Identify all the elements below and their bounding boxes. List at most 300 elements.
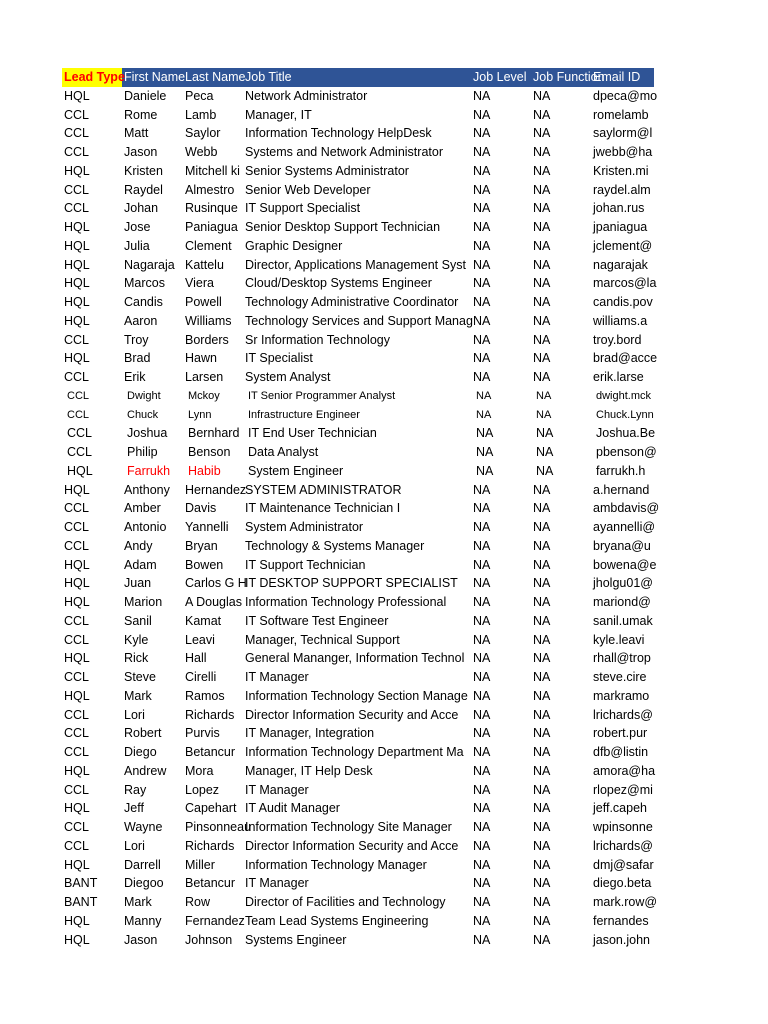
cell-lead-type[interactable]: HQL	[64, 557, 90, 572]
cell-lead-type[interactable]: CCL	[64, 126, 90, 141]
cell-job-function[interactable]: NA	[533, 332, 551, 347]
cell-job-title[interactable]: IT Specialist	[245, 351, 313, 366]
cell-lead-type[interactable]: CCL	[64, 838, 90, 853]
cell-job-level[interactable]: NA	[473, 557, 491, 572]
cell-job-function[interactable]: NA	[533, 557, 551, 572]
cell-last-name[interactable]: Paniagua	[185, 220, 238, 234]
cell-email-id[interactable]: pbenson@	[596, 445, 657, 459]
cell-first-name[interactable]: Darrell	[124, 857, 161, 872]
cell-first-name[interactable]: Rome	[124, 107, 158, 122]
cell-job-function[interactable]: NA	[533, 238, 551, 253]
cell-job-title[interactable]: Director Information Security and Acce	[245, 838, 459, 853]
cell-lead-type[interactable]: CCL	[67, 445, 93, 459]
cell-lead-type[interactable]: CCL	[64, 670, 90, 684]
cell-first-name[interactable]: Jose	[124, 220, 151, 234]
cell-email-id[interactable]: dfb@listin	[593, 745, 649, 759]
cell-job-title[interactable]: Graphic Designer	[245, 238, 343, 253]
cell-job-title[interactable]: Cloud/Desktop Systems Engineer	[245, 276, 432, 291]
cell-first-name[interactable]: Johan	[124, 201, 159, 216]
cell-lead-type[interactable]: CCL	[64, 632, 90, 647]
cell-job-level[interactable]: NA	[473, 201, 491, 216]
cell-last-name[interactable]: Williams	[185, 313, 232, 328]
cell-job-function[interactable]: NA	[533, 520, 551, 534]
cell-lead-type[interactable]: CCL	[64, 820, 90, 834]
cell-lead-type[interactable]: HQL	[64, 857, 90, 872]
cell-lead-type[interactable]: HQL	[64, 88, 90, 103]
cell-first-name[interactable]: Troy	[124, 332, 149, 347]
cell-last-name[interactable]: Ramos	[185, 688, 225, 703]
cell-last-name[interactable]: Mitchell ki	[185, 163, 240, 178]
cell-job-level[interactable]: NA	[476, 445, 494, 459]
cell-email-id[interactable]: markramo	[593, 688, 650, 703]
cell-first-name[interactable]: Jeff	[124, 801, 144, 816]
cell-job-level[interactable]: NA	[473, 220, 491, 234]
cell-last-name[interactable]: Davis	[185, 501, 217, 516]
cell-job-function[interactable]: NA	[533, 876, 551, 891]
cell-email-id[interactable]: lrichards@	[593, 838, 653, 853]
cell-lead-type[interactable]: CCL	[64, 538, 90, 553]
cell-email-id[interactable]: saylorm@l	[593, 126, 653, 141]
cell-email-id[interactable]: diego.beta	[593, 876, 652, 891]
cell-job-level[interactable]: NA	[473, 351, 491, 366]
cell-email-id[interactable]: williams.a	[593, 313, 648, 328]
cell-email-id[interactable]: robert.pur	[593, 726, 648, 741]
cell-first-name[interactable]: Sanil	[124, 613, 152, 628]
cell-job-level[interactable]: NA	[473, 632, 491, 647]
cell-job-title[interactable]: IT Audit Manager	[245, 801, 340, 816]
cell-job-title[interactable]: IT Support Specialist	[245, 201, 361, 216]
cell-last-name[interactable]: Betancur	[185, 876, 236, 891]
cell-lead-type[interactable]: CCL	[64, 501, 90, 516]
cell-job-function[interactable]: NA	[536, 426, 554, 441]
cell-job-title[interactable]: Systems and Network Administrator	[245, 145, 443, 159]
cell-lead-type[interactable]: HQL	[64, 932, 90, 947]
cell-lead-type[interactable]: CCL	[64, 520, 90, 534]
cell-last-name[interactable]: Almestro	[185, 182, 235, 197]
cell-first-name[interactable]: Kristen	[124, 163, 163, 178]
cell-job-level[interactable]: NA	[473, 651, 491, 666]
cell-first-name[interactable]: Mark	[124, 688, 152, 703]
cell-last-name[interactable]: Viera	[185, 276, 214, 291]
cell-first-name[interactable]: Jason	[124, 932, 158, 947]
header-lead-type[interactable]: Lead Type	[62, 68, 122, 87]
cell-first-name[interactable]: Diegoo	[124, 876, 164, 891]
cell-lead-type[interactable]: HQL	[64, 576, 90, 591]
cell-job-level[interactable]: NA	[473, 538, 491, 553]
cell-last-name[interactable]: Miller	[185, 857, 215, 872]
cell-job-title[interactable]: Director, Applications Management Syst	[245, 257, 466, 272]
cell-job-level[interactable]: NA	[473, 745, 491, 759]
cell-job-function[interactable]: NA	[533, 913, 551, 928]
cell-job-function[interactable]: NA	[533, 88, 551, 103]
cell-job-title[interactable]: Senior Desktop Support Technician	[245, 220, 441, 234]
cell-job-title[interactable]: Technology Services and Support Manag	[245, 313, 473, 328]
cell-last-name[interactable]: Powell	[185, 295, 222, 309]
cell-lead-type[interactable]: HQL	[64, 163, 90, 178]
cell-email-id[interactable]: jwebb@ha	[593, 145, 653, 159]
cell-lead-type[interactable]: HQL	[64, 257, 90, 272]
cell-lead-type[interactable]: CCL	[64, 145, 90, 159]
cell-job-title[interactable]: Information Technology Manager	[245, 857, 427, 872]
cell-lead-type[interactable]: HQL	[64, 220, 90, 234]
cell-job-level[interactable]: NA	[476, 389, 492, 402]
cell-lead-type[interactable]: CCL	[67, 426, 93, 441]
cell-first-name[interactable]: Robert	[124, 726, 162, 741]
cell-job-level[interactable]: NA	[473, 838, 491, 853]
cell-job-title[interactable]: IT Manager	[245, 670, 309, 684]
cell-job-function[interactable]: NA	[533, 257, 551, 272]
cell-job-level[interactable]: NA	[473, 163, 491, 178]
cell-job-level[interactable]: NA	[476, 463, 494, 478]
cell-job-level[interactable]: NA	[473, 107, 491, 122]
cell-lead-type[interactable]: CCL	[64, 201, 90, 216]
cell-job-title[interactable]: IT DESKTOP SUPPORT SPECIALIST	[245, 576, 458, 591]
cell-last-name[interactable]: Yannelli	[185, 520, 229, 534]
header-last-name[interactable]: Last Name	[185, 70, 246, 84]
cell-job-function[interactable]: NA	[533, 763, 551, 778]
cell-job-function[interactable]: NA	[533, 726, 551, 741]
cell-job-function[interactable]: NA	[536, 408, 552, 421]
cell-first-name[interactable]: Ray	[124, 782, 147, 797]
cell-lead-type[interactable]: HQL	[64, 763, 90, 778]
cell-email-id[interactable]: candis.pov	[593, 295, 653, 309]
cell-first-name[interactable]: Aaron	[124, 313, 158, 328]
cell-last-name[interactable]: Richards	[185, 838, 235, 853]
cell-job-level[interactable]: NA	[476, 426, 494, 441]
cell-job-function[interactable]: NA	[533, 820, 551, 834]
cell-lead-type[interactable]: HQL	[64, 313, 90, 328]
cell-last-name[interactable]: Betancur	[185, 745, 236, 759]
header-email-id[interactable]: Email ID	[593, 70, 641, 84]
cell-job-level[interactable]: NA	[473, 876, 491, 891]
cell-email-id[interactable]: a.hernand	[593, 482, 650, 497]
cell-job-function[interactable]: NA	[533, 688, 551, 703]
cell-email-id[interactable]: farrukh.h	[596, 463, 646, 478]
cell-lead-type[interactable]: HQL	[64, 651, 90, 666]
cell-first-name[interactable]: Dwight	[127, 389, 161, 402]
cell-job-level[interactable]: NA	[473, 520, 491, 534]
cell-last-name[interactable]: Carlos G H	[185, 576, 247, 591]
cell-email-id[interactable]: dmj@safar	[593, 857, 654, 872]
cell-job-title[interactable]: Information Technology Site Manager	[245, 820, 452, 834]
cell-job-level[interactable]: NA	[473, 370, 491, 384]
cell-lead-type[interactable]: CCL	[67, 389, 90, 402]
cell-last-name[interactable]: Johnson	[185, 932, 233, 947]
cell-lead-type[interactable]: HQL	[67, 463, 93, 478]
cell-job-function[interactable]: NA	[536, 389, 552, 402]
cell-job-level[interactable]: NA	[473, 238, 491, 253]
cell-job-level[interactable]: NA	[473, 313, 491, 328]
cell-last-name[interactable]: Fernandez	[185, 913, 245, 928]
cell-last-name[interactable]: Kamat	[185, 613, 222, 628]
cell-lead-type[interactable]: CCL	[64, 332, 90, 347]
cell-job-level[interactable]: NA	[473, 820, 491, 834]
cell-job-level[interactable]: NA	[473, 482, 491, 497]
cell-job-function[interactable]: NA	[533, 220, 551, 234]
cell-first-name[interactable]: Mark	[124, 895, 152, 909]
cell-last-name[interactable]: Hall	[185, 651, 207, 666]
cell-lead-type[interactable]: HQL	[64, 801, 90, 816]
cell-job-title[interactable]: Network Administrator	[245, 88, 368, 103]
cell-first-name[interactable]: Chuck	[127, 408, 159, 421]
cell-job-function[interactable]: NA	[533, 632, 551, 647]
cell-email-id[interactable]: ayannelli@	[593, 520, 656, 534]
cell-last-name[interactable]: Capehart	[185, 801, 237, 816]
cell-job-level[interactable]: NA	[473, 295, 491, 309]
cell-email-id[interactable]: mark.row@	[593, 895, 658, 909]
cell-email-id[interactable]: jpaniagua	[593, 220, 648, 234]
cell-job-level[interactable]: NA	[473, 501, 491, 516]
cell-job-level[interactable]: NA	[473, 145, 491, 159]
cell-last-name[interactable]: Richards	[185, 707, 235, 722]
cell-job-title[interactable]: IT End User Technician	[248, 426, 377, 441]
cell-job-title[interactable]: Information Technology Department Ma	[245, 745, 464, 759]
cell-job-function[interactable]: NA	[533, 107, 551, 122]
cell-email-id[interactable]: brad@acce	[593, 351, 658, 366]
cell-first-name[interactable]: Candis	[124, 295, 163, 309]
cell-email-id[interactable]: bowena@e	[593, 557, 657, 572]
cell-job-title[interactable]: IT Support Technician	[245, 557, 366, 572]
cell-job-function[interactable]: NA	[533, 801, 551, 816]
cell-job-title[interactable]: Director Information Security and Acce	[245, 707, 459, 722]
cell-lead-type[interactable]: HQL	[64, 238, 90, 253]
cell-job-function[interactable]: NA	[533, 182, 551, 197]
cell-last-name[interactable]: Lamb	[185, 107, 217, 122]
cell-lead-type[interactable]: BANT	[64, 895, 98, 909]
cell-job-function[interactable]: NA	[536, 463, 554, 478]
cell-first-name[interactable]: Julia	[124, 238, 150, 253]
cell-job-title[interactable]: Manager, Technical Support	[245, 632, 400, 647]
cell-job-title[interactable]: Sr Information Technology	[245, 332, 390, 347]
cell-first-name[interactable]: Manny	[124, 913, 162, 928]
cell-email-id[interactable]: bryana@u	[593, 538, 651, 553]
cell-job-title[interactable]: Team Lead Systems Engineering	[245, 913, 429, 928]
cell-first-name[interactable]: Wayne	[124, 820, 163, 834]
cell-email-id[interactable]: rhall@trop	[593, 651, 651, 666]
cell-first-name[interactable]: Antonio	[124, 520, 167, 534]
cell-email-id[interactable]: Chuck.Lynn	[596, 408, 654, 421]
cell-job-level[interactable]: NA	[473, 895, 491, 909]
cell-last-name[interactable]: Larsen	[185, 370, 224, 384]
cell-job-level[interactable]: NA	[473, 670, 491, 684]
cell-email-id[interactable]: fernandes	[593, 913, 649, 928]
cell-first-name[interactable]: Andy	[124, 538, 153, 553]
cell-job-title[interactable]: System Engineer	[248, 463, 344, 478]
cell-job-title[interactable]: IT Maintenance Technician I	[245, 501, 401, 516]
cell-lead-type[interactable]: CCL	[64, 613, 90, 628]
cell-email-id[interactable]: ambdavis@	[593, 501, 660, 516]
cell-job-function[interactable]: NA	[533, 895, 551, 909]
cell-first-name[interactable]: Marion	[124, 595, 163, 609]
cell-first-name[interactable]: Philip	[127, 445, 158, 459]
cell-first-name[interactable]: Andrew	[124, 763, 167, 778]
cell-email-id[interactable]: lrichards@	[593, 707, 653, 722]
cell-first-name[interactable]: Adam	[124, 557, 157, 572]
cell-last-name[interactable]: Bowen	[185, 557, 224, 572]
cell-job-function[interactable]: NA	[533, 670, 551, 684]
cell-first-name[interactable]: Raydel	[124, 182, 163, 197]
cell-email-id[interactable]: mariond@	[593, 595, 651, 609]
cell-job-level[interactable]: NA	[473, 932, 491, 947]
cell-email-id[interactable]: dpeca@mo	[593, 88, 658, 103]
cell-first-name[interactable]: Lori	[124, 838, 145, 853]
cell-email-id[interactable]: johan.rus	[593, 201, 645, 216]
cell-last-name[interactable]: Cirelli	[185, 670, 217, 684]
cell-job-title[interactable]: Systems Engineer	[245, 932, 347, 947]
cell-job-function[interactable]: NA	[533, 163, 551, 178]
cell-job-function[interactable]: NA	[533, 313, 551, 328]
cell-email-id[interactable]: jason.john	[593, 932, 650, 947]
cell-lead-type[interactable]: HQL	[64, 276, 90, 291]
cell-email-id[interactable]: dwight.mck	[596, 389, 652, 402]
cell-last-name[interactable]: Mckoy	[188, 389, 220, 402]
cell-job-level[interactable]: NA	[473, 332, 491, 347]
cell-job-function[interactable]: NA	[533, 538, 551, 553]
cell-email-id[interactable]: romelamb	[593, 107, 649, 122]
cell-email-id[interactable]: wpinsonne	[593, 820, 653, 834]
cell-job-function[interactable]: NA	[533, 838, 551, 853]
cell-first-name[interactable]: Marcos	[124, 276, 165, 291]
cell-first-name[interactable]: Juan	[124, 576, 152, 591]
cell-last-name[interactable]: Leavi	[185, 632, 215, 647]
cell-job-level[interactable]: NA	[476, 408, 492, 421]
cell-last-name[interactable]: Pinsonneau	[185, 820, 252, 834]
cell-last-name[interactable]: Clement	[185, 238, 232, 253]
cell-last-name[interactable]: Peca	[185, 88, 214, 103]
cell-email-id[interactable]: steve.cire	[593, 670, 647, 684]
cell-job-title[interactable]: IT Manager	[245, 876, 309, 891]
cell-job-function[interactable]: NA	[533, 501, 551, 516]
cell-job-title[interactable]: IT Software Test Engineer	[245, 613, 389, 628]
cell-lead-type[interactable]: HQL	[64, 595, 90, 609]
cell-last-name[interactable]: Webb	[185, 145, 218, 159]
cell-job-title[interactable]: IT Senior Programmer Analyst	[248, 389, 396, 402]
cell-job-function[interactable]: NA	[533, 613, 551, 628]
cell-job-function[interactable]: NA	[536, 445, 554, 459]
cell-job-title[interactable]: Technology & Systems Manager	[245, 538, 425, 553]
cell-lead-type[interactable]: CCL	[64, 726, 90, 741]
header-job-level[interactable]: Job Level	[473, 70, 527, 84]
cell-job-title[interactable]: Senior Systems Administrator	[245, 163, 409, 178]
cell-email-id[interactable]: raydel.alm	[593, 182, 651, 197]
cell-lead-type[interactable]: HQL	[64, 295, 90, 309]
cell-job-title[interactable]: General Mananger, Information Technol	[245, 651, 465, 666]
cell-job-function[interactable]: NA	[533, 201, 551, 216]
cell-job-level[interactable]: NA	[473, 688, 491, 703]
cell-last-name[interactable]: Bernhard	[188, 426, 240, 441]
cell-first-name[interactable]: Nagaraja	[124, 257, 175, 272]
cell-last-name[interactable]: Saylor	[185, 126, 221, 141]
cell-job-function[interactable]: NA	[533, 857, 551, 872]
cell-job-title[interactable]: IT Manager, Integration	[245, 726, 375, 741]
cell-email-id[interactable]: troy.bord	[593, 332, 642, 347]
cell-lead-type[interactable]: BANT	[64, 876, 98, 891]
cell-job-function[interactable]: NA	[533, 595, 551, 609]
cell-job-title[interactable]: Technology Administrative Coordinator	[245, 295, 459, 309]
cell-job-level[interactable]: NA	[473, 726, 491, 741]
cell-job-level[interactable]: NA	[473, 126, 491, 141]
cell-email-id[interactable]: sanil.umak	[593, 613, 653, 628]
cell-email-id[interactable]: erik.larse	[593, 370, 644, 384]
cell-first-name[interactable]: Farrukh	[127, 463, 171, 478]
cell-job-function[interactable]: NA	[533, 482, 551, 497]
cell-job-function[interactable]: NA	[533, 126, 551, 141]
cell-job-level[interactable]: NA	[473, 801, 491, 816]
cell-job-title[interactable]: Director of Facilities and Technology	[245, 895, 446, 909]
cell-job-title[interactable]: IT Manager	[245, 782, 309, 797]
cell-job-function[interactable]: NA	[533, 145, 551, 159]
cell-lead-type[interactable]: CCL	[64, 182, 90, 197]
cell-lead-type[interactable]: CCL	[67, 408, 90, 421]
cell-email-id[interactable]: rlopez@mi	[593, 782, 653, 797]
cell-job-title[interactable]: SYSTEM ADMINISTRATOR	[245, 482, 402, 497]
cell-lead-type[interactable]: CCL	[64, 107, 90, 122]
cell-last-name[interactable]: Borders	[185, 332, 229, 347]
cell-email-id[interactable]: Joshua.Be	[596, 426, 656, 441]
cell-lead-type[interactable]: CCL	[64, 745, 90, 759]
cell-job-level[interactable]: NA	[473, 613, 491, 628]
cell-job-function[interactable]: NA	[533, 745, 551, 759]
cell-job-level[interactable]: NA	[473, 913, 491, 928]
cell-lead-type[interactable]: HQL	[64, 351, 90, 366]
cell-email-id[interactable]: jholgu01@	[593, 576, 653, 591]
cell-job-level[interactable]: NA	[473, 576, 491, 591]
cell-job-function[interactable]: NA	[533, 651, 551, 666]
cell-job-level[interactable]: NA	[473, 257, 491, 272]
cell-first-name[interactable]: Amber	[124, 501, 161, 516]
cell-last-name[interactable]: Row	[185, 895, 211, 909]
cell-job-function[interactable]: NA	[533, 576, 551, 591]
header-job-title[interactable]: Job Title	[245, 70, 292, 84]
cell-job-function[interactable]: NA	[533, 351, 551, 366]
cell-lead-type[interactable]: HQL	[64, 913, 90, 928]
cell-job-function[interactable]: NA	[533, 276, 551, 291]
cell-email-id[interactable]: jclement@	[593, 238, 653, 253]
cell-job-title[interactable]: Infrastructure Engineer	[248, 408, 360, 421]
cell-job-title[interactable]: Information Technology HelpDesk	[245, 126, 432, 141]
cell-lead-type[interactable]: CCL	[64, 707, 90, 722]
cell-last-name[interactable]: Purvis	[185, 726, 220, 741]
cell-lead-type[interactable]: HQL	[64, 688, 90, 703]
cell-job-level[interactable]: NA	[473, 707, 491, 722]
cell-first-name[interactable]: Erik	[124, 370, 146, 384]
cell-first-name[interactable]: Rick	[124, 651, 149, 666]
cell-first-name[interactable]: Diego	[124, 745, 157, 759]
cell-last-name[interactable]: Kattelu	[185, 257, 224, 272]
cell-first-name[interactable]: Lori	[124, 707, 145, 722]
cell-job-function[interactable]: NA	[533, 295, 551, 309]
header-job-function[interactable]: Job Function	[533, 70, 605, 84]
cell-job-level[interactable]: NA	[473, 182, 491, 197]
cell-job-level[interactable]: NA	[473, 276, 491, 291]
cell-job-function[interactable]: NA	[533, 707, 551, 722]
cell-lead-type[interactable]: CCL	[64, 782, 90, 797]
cell-job-title[interactable]: Information Technology Professional	[245, 595, 447, 609]
cell-job-title[interactable]: Manager, IT Help Desk	[245, 763, 373, 778]
cell-email-id[interactable]: nagarajak	[593, 257, 648, 272]
cell-job-function[interactable]: NA	[533, 932, 551, 947]
header-first-name[interactable]: First Name	[124, 70, 186, 84]
cell-last-name[interactable]: Habib	[188, 463, 221, 478]
cell-first-name[interactable]: Jason	[124, 145, 158, 159]
cell-lead-type[interactable]: HQL	[64, 482, 90, 497]
cell-first-name[interactable]: Kyle	[124, 632, 149, 647]
cell-job-title[interactable]: System Administrator	[245, 520, 364, 534]
cell-last-name[interactable]: A Douglas	[185, 595, 242, 609]
cell-job-title[interactable]: Data Analyst	[248, 445, 319, 459]
cell-email-id[interactable]: Kristen.mi	[593, 163, 649, 178]
cell-first-name[interactable]: Joshua	[127, 426, 168, 441]
